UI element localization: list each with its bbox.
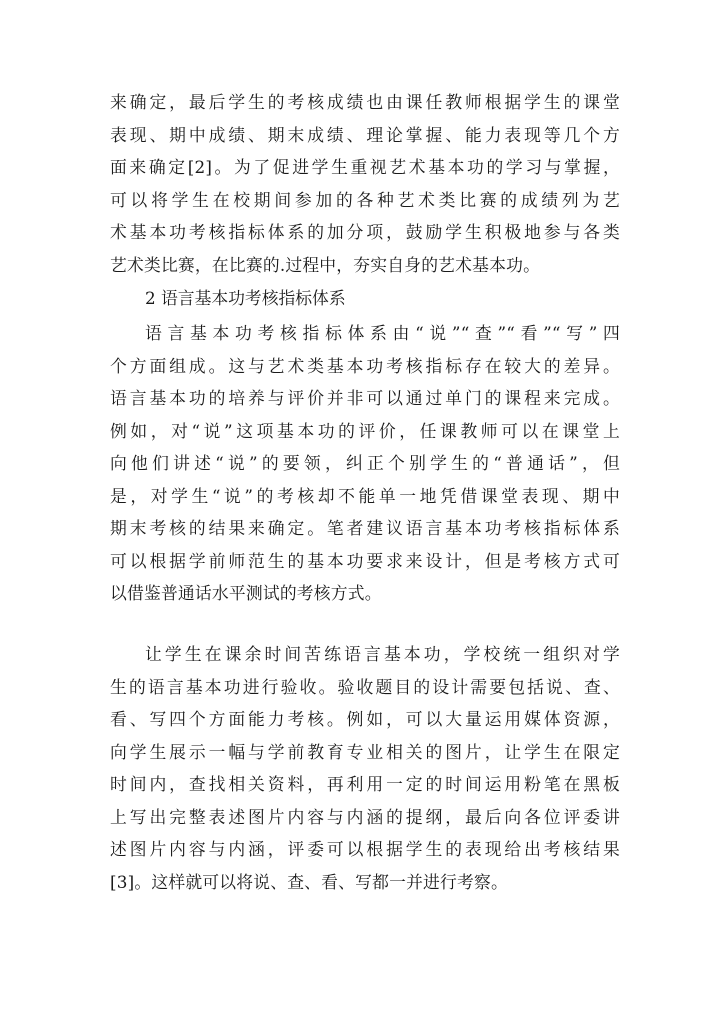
paragraph-3 bbox=[110, 638, 620, 898]
paragraph-2 bbox=[110, 317, 620, 610]
text-line: 期末考核的结果来确定。笔者建议语言基本功考核指标体系 bbox=[110, 518, 620, 538]
text-line: 向学生展示一幅与学前教育专业相关的图片，让学生在限定 bbox=[110, 741, 620, 762]
text-line: 是，对学生“说”的考核却不能单一地凭借课堂表现、期中 bbox=[110, 485, 620, 506]
paragraph-1 bbox=[110, 86, 620, 281]
text-line: 述图片内容与内涵，评委可以根据学生的表现给出考核结果 bbox=[110, 839, 620, 859]
section-heading: 2 语言基本功考核指标体系 bbox=[145, 288, 346, 308]
text-line: 向他们讲述“说”的要领，纠正个别学生的“普通话”，但 bbox=[110, 453, 620, 473]
section-heading-block bbox=[110, 282, 620, 315]
text-line: 来确定，最后学生的考核成绩也由课任教师根据学生的课堂 bbox=[110, 92, 620, 112]
text-line: 个方面组成。这与艺术类基本功考核指标存在较大的差异。 bbox=[110, 355, 620, 376]
text-line: 例如，对“说”这项基本功的评价，任课教师可以在课堂上 bbox=[110, 420, 620, 441]
text-line: 上写出完整表述图片内容与内涵的提纲，最后向各位评委讲 bbox=[110, 806, 620, 827]
text-line: 艺术类比赛，在比赛的.过程中，夯实自身的艺术基本功。 bbox=[110, 254, 541, 275]
text-line: 表现、期中成绩、期末成绩、理论掌握、能力表现等几个方 bbox=[110, 124, 620, 145]
text-line: 以借鉴普通话水平测试的考核方式。 bbox=[110, 583, 382, 603]
text-line: 让学生在课余时间苦练语言基本功，学校统一组织对学 bbox=[145, 644, 620, 664]
text-line: 可以根据学前师范生的基本功要求来设计，但是考核方式可 bbox=[110, 550, 620, 571]
text-line: 可以将学生在校期间参加的各种艺术类比赛的成绩列为艺 bbox=[110, 189, 620, 210]
text-line: 术基本功考核指标体系的加分项，鼓励学生积极地参与各类 bbox=[110, 222, 620, 242]
text-line: 时间内，查找相关资料，再利用一定的时间运用粉笔在黑板 bbox=[110, 774, 620, 794]
text-line: [3]。这样就可以将说、查、看、写都一并进行考察。 bbox=[110, 871, 508, 892]
text-line: 面来确定[2]。为了促进学生重视艺术基本功的学习与掌握， bbox=[110, 157, 620, 177]
text-line: 看、写四个方面能力考核。例如，可以大量运用媒体资源， bbox=[110, 709, 620, 729]
text-line: 语言基本功的培养与评价并非可以通过单门的课程来完成。 bbox=[110, 388, 620, 408]
text-line: 语言基本功考核指标体系由“说”“查”“看”“写”四 bbox=[145, 323, 620, 343]
text-line: 生的语言基本功进行验收。验收题目的设计需要包括说、查、 bbox=[110, 676, 620, 697]
